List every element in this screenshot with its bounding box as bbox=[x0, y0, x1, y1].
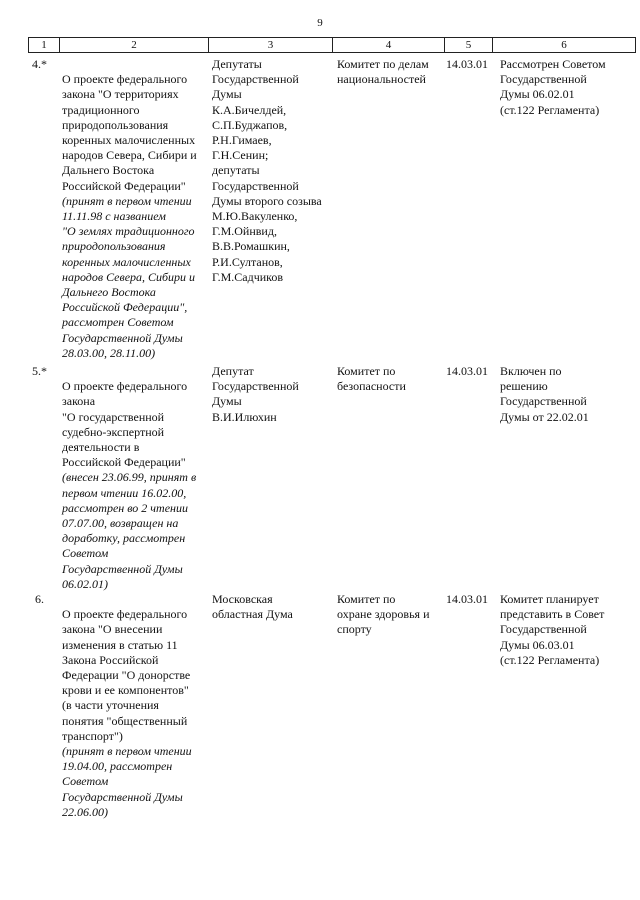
committee: Комитет по делам национальностей bbox=[337, 57, 429, 87]
committee: Комитет по безопасности bbox=[337, 364, 406, 394]
header-col-5: 5 bbox=[445, 38, 493, 52]
header-col-2: 2 bbox=[60, 38, 209, 52]
bill-title: О проекте федерального закона "О государственной судебно-экспертной деятельности в Российской Федерации" bbox=[62, 379, 188, 470]
header-col-3: 3 bbox=[209, 38, 333, 52]
row-number: 6. bbox=[35, 592, 44, 606]
initiator: Московская областная Дума bbox=[212, 592, 293, 622]
bill-note: (принят в первом чтении 11.11.98 с названием "О землях традиционного природопользования коренных малочисленных народов Севера, Сибири и Дальнего Востока Российской Федерации", рассмотрен Советом Государственной Думы 28.03.00, 28.11.00) bbox=[62, 193, 196, 360]
status: Включен по решению Государственной Думы от 22.02.01 bbox=[500, 364, 589, 424]
date: 14.03.01 bbox=[446, 364, 488, 378]
committee: Комитет по охране здоровья и спорту bbox=[337, 592, 430, 637]
header-col-4: 4 bbox=[333, 38, 445, 52]
initiator: Депутаты Государственной Думы К.А.Бичелдей, С.П.Буджапов, Р.Н.Гимаев, Г.Н.Сенин; депутаты Государственной Думы второго созыва М.Ю.Вакуленко, Г.М.Ойнвид, В.В.Ромашкин, Р.И.Султанов, Г.М.Садчиков bbox=[212, 57, 322, 284]
bill-title: О проекте федерального закона "О территориях традиционного природопользования коренных малочисленных народов Севера, Сибири и Дальнего Востока Российской Федерации" bbox=[62, 72, 197, 193]
date: 14.03.01 bbox=[446, 57, 488, 71]
header-col-1: 1 bbox=[29, 38, 60, 52]
bill-title-cell bbox=[62, 364, 210, 592]
status: Рассмотрен Советом Государственной Думы 06.02.01 (ст.122 Регламента) bbox=[500, 57, 606, 117]
header-col-6: 6 bbox=[493, 38, 636, 52]
page-number: 9 bbox=[317, 17, 323, 29]
initiator: Депутат Государственной Думы В.И.Илюхин bbox=[212, 364, 299, 424]
bill-title-cell bbox=[62, 592, 210, 820]
bill-note: (принят в первом чтении 19.04.00, рассмотрен Советом Государственной Думы 22.06.00) bbox=[62, 744, 192, 819]
date: 14.03.01 bbox=[446, 592, 488, 606]
table-header bbox=[28, 37, 636, 53]
bill-title: О проекте федерального закона "О внесении изменения в статью 11 Закона Российской Федерации "О донорстве крови и ее компонентов" (в части уточнения понятия "общественный транспорт") bbox=[62, 607, 191, 743]
row-number: 5.* bbox=[32, 364, 47, 378]
row-number: 4.* bbox=[32, 57, 47, 71]
bill-note: (внесен 23.06.99, принят в первом чтении 16.02.00, рассмотрен во 2 чтении 07.07.00, возвращен на доработку, рассмотрен Советом Государственной Думы 06.02.01) bbox=[62, 470, 197, 591]
status: Комитет планирует представить в Совет Государственной Думы 06.03.01 (ст.122 Регламента) bbox=[500, 592, 605, 667]
bill-title-cell bbox=[62, 57, 210, 361]
